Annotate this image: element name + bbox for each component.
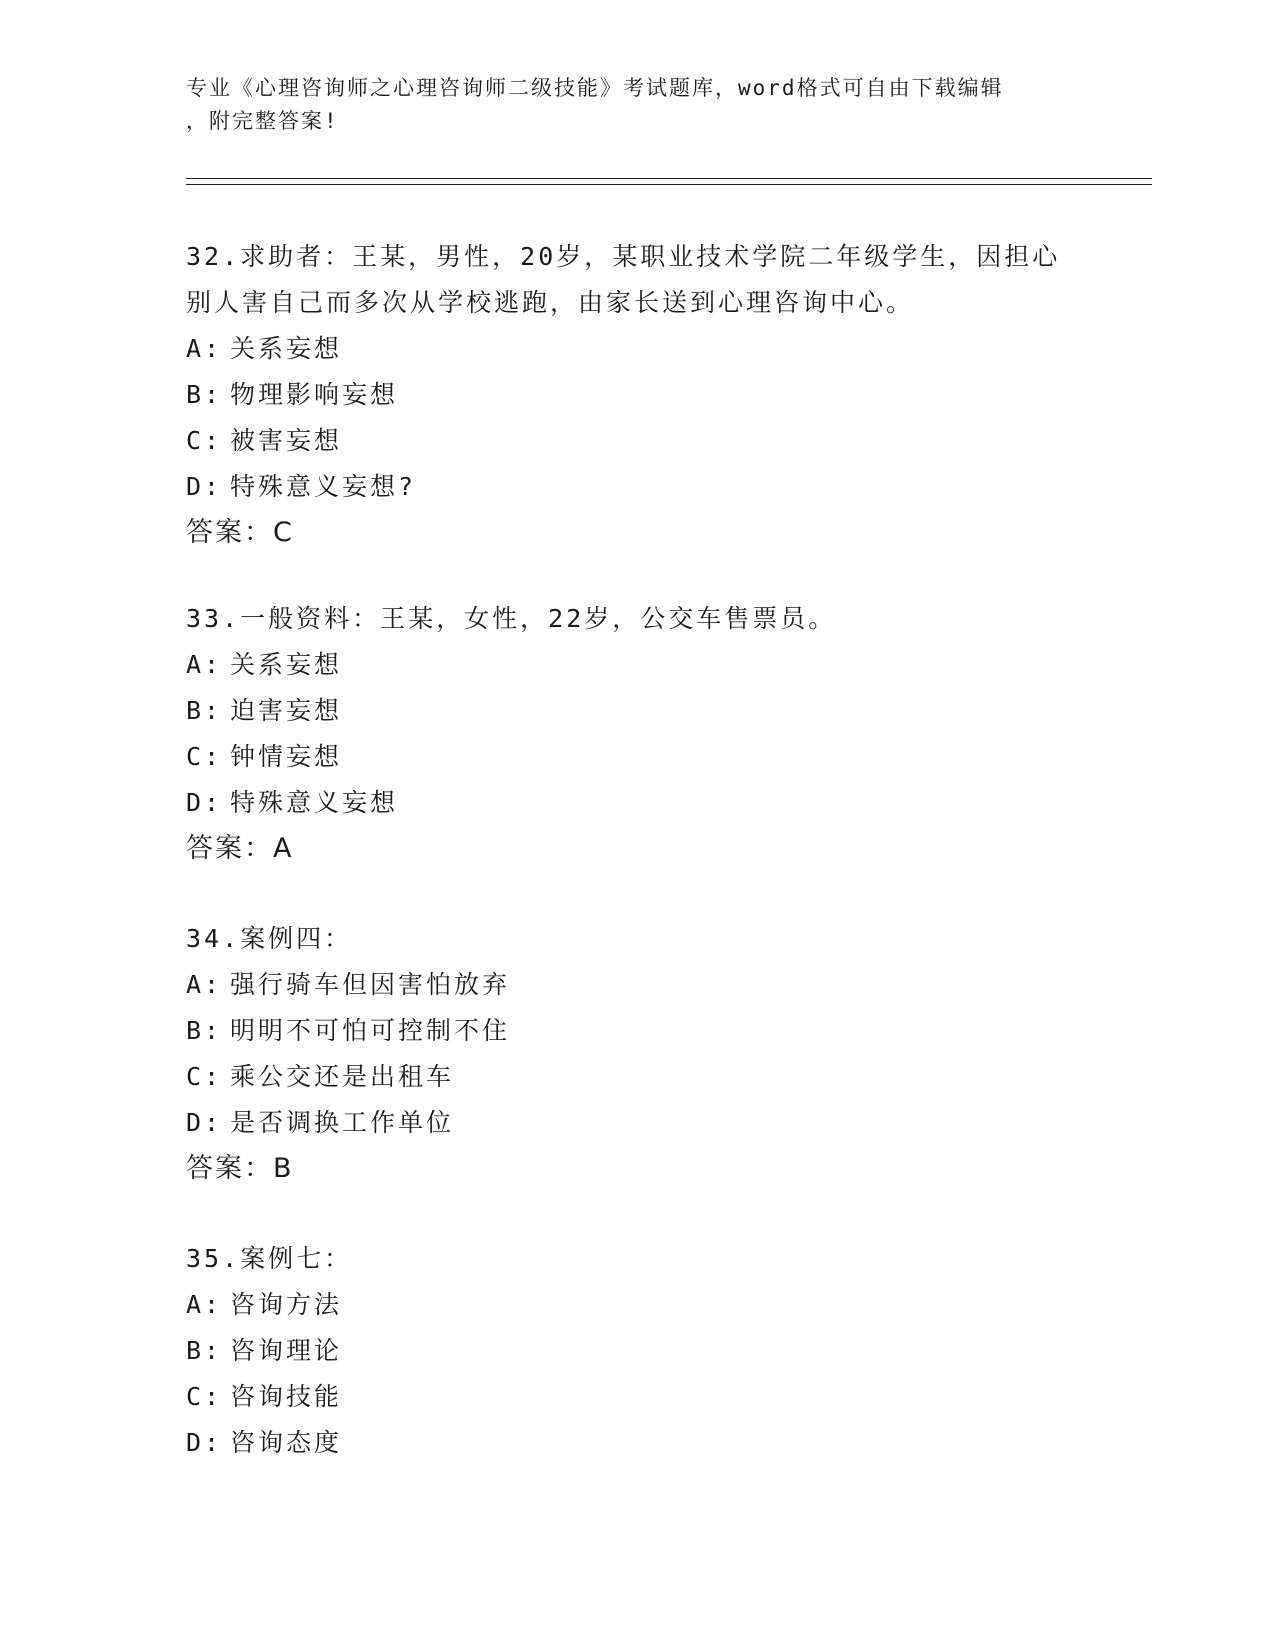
question-34 [186, 916, 1086, 1192]
answer-line: 答案：C [186, 517, 294, 548]
option-text: 特殊意义妄想? [230, 472, 417, 501]
option-text: 关系妄想 [230, 334, 343, 363]
header-divider-bottom [186, 184, 1152, 185]
option-c [186, 734, 1086, 780]
question-35 [186, 1236, 1086, 1466]
header-divider-top [186, 178, 1152, 179]
option-key: B: [186, 696, 223, 725]
option-key: D: [186, 788, 223, 817]
option-d [186, 1420, 1086, 1466]
option-text: 关系妄想 [230, 650, 343, 679]
option-d [186, 464, 1086, 510]
option-text: 是否调换工作单位 [230, 1108, 455, 1137]
question-32 [186, 234, 1086, 556]
question-stem-line: 34.案例四： [186, 924, 353, 953]
document-header [186, 72, 1086, 138]
option-a [186, 642, 1086, 688]
option-key: C: [186, 426, 223, 455]
question-stem-line: 35.案例七： [186, 1244, 353, 1273]
option-c [186, 1054, 1086, 1100]
option-text: 咨询技能 [230, 1382, 343, 1411]
option-text: 明明不可怕可控制不住 [230, 1016, 511, 1045]
option-key: A: [186, 650, 223, 679]
header-line-1: 专业《心理咨询师之心理咨询师二级技能》考试题库，word格式可自由下载编辑 [186, 76, 1004, 100]
option-text: 特殊意义妄想 [230, 788, 399, 817]
option-b [186, 688, 1086, 734]
question-stem-line: 别人害自己而多次从学校逃跑，由家长送到心理咨询中心。 [186, 288, 915, 317]
option-text: 咨询方法 [230, 1290, 343, 1319]
option-key: C: [186, 1062, 223, 1091]
option-c [186, 418, 1086, 464]
option-key: D: [186, 1428, 223, 1457]
option-d [186, 1100, 1086, 1146]
question-stem-line: 32.求助者：王某，男性，20岁，某职业技术学院二年级学生，因担心 [186, 242, 1061, 271]
option-key: B: [186, 380, 223, 409]
option-b [186, 1328, 1086, 1374]
option-b [186, 372, 1086, 418]
option-key: C: [186, 1382, 223, 1411]
option-a [186, 962, 1086, 1008]
option-a [186, 1282, 1086, 1328]
option-key: B: [186, 1016, 223, 1045]
option-text: 迫害妄想 [230, 696, 343, 725]
option-d [186, 780, 1086, 826]
option-key: A: [186, 970, 223, 999]
option-text: 钟情妄想 [230, 742, 343, 771]
option-text: 咨询理论 [230, 1336, 343, 1365]
question-33 [186, 596, 1086, 872]
option-key: B: [186, 1336, 223, 1365]
option-text: 被害妄想 [230, 426, 343, 455]
option-text: 咨询态度 [230, 1428, 343, 1457]
option-key: C: [186, 742, 223, 771]
option-key: D: [186, 472, 223, 501]
header-line-2: ，附完整答案! [186, 109, 339, 133]
option-a [186, 326, 1086, 372]
answer-line: 答案：B [186, 1153, 294, 1184]
option-text: 物理影响妄想 [230, 380, 399, 409]
option-b [186, 1008, 1086, 1054]
question-stem-line: 33.一般资料：王某，女性，22岁，公交车售票员。 [186, 604, 837, 633]
option-key: D: [186, 1108, 223, 1137]
option-key: A: [186, 334, 223, 363]
option-text: 乘公交还是出租车 [230, 1062, 455, 1091]
option-c [186, 1374, 1086, 1420]
option-text: 强行骑车但因害怕放弃 [230, 970, 511, 999]
option-key: A: [186, 1290, 223, 1319]
answer-line: 答案：A [186, 833, 294, 864]
